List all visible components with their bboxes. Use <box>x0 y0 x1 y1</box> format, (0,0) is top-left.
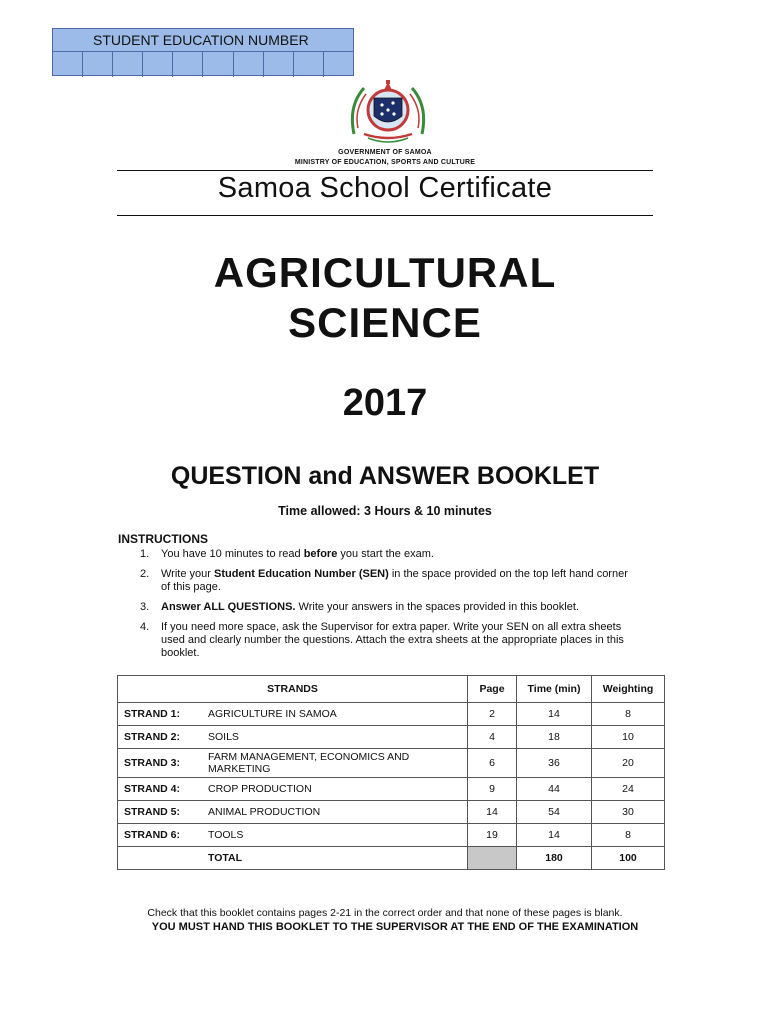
strand-page: 6 <box>468 749 517 778</box>
sen-digit-cell <box>264 52 294 77</box>
sen-digit-cell <box>143 52 173 77</box>
strand-time: 44 <box>517 778 592 801</box>
header-weighting: Weighting <box>592 676 665 703</box>
sen-label: STUDENT EDUCATION NUMBER <box>53 29 353 52</box>
strands-table <box>117 675 665 870</box>
strand-weight: 20 <box>592 749 665 778</box>
instruction-item <box>118 568 638 594</box>
strand-number: STRAND 1: <box>118 703 205 726</box>
instruction-item <box>118 601 638 614</box>
strand-number: STRAND 4: <box>118 778 205 801</box>
instruction-text: Write your answers in the spaces provided in this booklet. <box>295 601 579 613</box>
total-page-cell <box>468 847 517 870</box>
instructions-list <box>118 548 638 667</box>
table-row <box>118 801 665 824</box>
strand-number: STRAND 6: <box>118 824 205 847</box>
header-time: Time (min) <box>517 676 592 703</box>
instruction-item <box>118 548 638 561</box>
table-row <box>118 824 665 847</box>
bottom-rule <box>117 215 653 216</box>
instruction-number: 1. <box>140 548 150 560</box>
instruction-text: Student Education Number (SEN) <box>213 568 389 580</box>
instruction-text: If you need more space, ask the Supervisor for extra paper. Write your SEN on all extra sheets used and clearly number the questions. Attach the extra sheets at the appropriate places in this booklet. <box>161 621 624 659</box>
sen-digit-cell <box>83 52 113 77</box>
strand-page: 14 <box>468 801 517 824</box>
table-row <box>118 778 665 801</box>
strand-rows <box>118 703 665 847</box>
sen-box <box>52 28 354 76</box>
booklet-title: QUESTION and ANSWER BOOKLET <box>170 462 600 490</box>
coat-of-arms-icon <box>344 76 432 148</box>
strand-weight: 24 <box>592 778 665 801</box>
strand-weight: 30 <box>592 801 665 824</box>
sen-digit-cell <box>234 52 264 77</box>
strand-name: TOOLS <box>204 824 468 847</box>
subject-line-1: AGRICULTURAL <box>213 249 557 296</box>
ministry-label: MINISTRY OF EDUCATION, SPORTS AND CULTURE <box>294 159 476 166</box>
strand-number: STRAND 3: <box>118 749 205 778</box>
strand-page: 2 <box>468 703 517 726</box>
instruction-number: 2. <box>140 568 150 580</box>
instructions-heading: INSTRUCTIONS <box>118 532 208 546</box>
strand-time: 14 <box>517 824 592 847</box>
instruction-text: in the space provided on the top left hand corner of this page. <box>161 568 628 593</box>
strand-name: FARM MANAGEMENT, ECONOMICS AND MARKETING <box>204 749 468 778</box>
government-label: GOVERNMENT OF SAMOA <box>338 149 432 156</box>
table-row <box>118 749 665 778</box>
strand-page: 4 <box>468 726 517 749</box>
strand-number: STRAND 5: <box>118 801 205 824</box>
instruction-text: before <box>303 548 338 560</box>
sen-digit-cell <box>113 52 143 77</box>
total-weight: 100 <box>592 847 665 870</box>
sen-digit-cell <box>53 52 83 77</box>
strand-name: SOILS <box>204 726 468 749</box>
strand-number: STRAND 2: <box>118 726 205 749</box>
total-row <box>118 847 665 870</box>
subject-title <box>0 248 770 348</box>
strand-name: AGRICULTURE IN SAMOA <box>204 703 468 726</box>
sen-digit-cell <box>173 52 203 77</box>
sen-digit-cell <box>324 52 353 77</box>
strand-time: 54 <box>517 801 592 824</box>
strand-page: 9 <box>468 778 517 801</box>
sen-cells <box>53 52 353 77</box>
strand-weight: 10 <box>592 726 665 749</box>
table-row <box>118 726 665 749</box>
table-header-row <box>118 676 665 703</box>
instruction-text: Write your <box>161 568 214 580</box>
header-strands: STRANDS <box>118 676 468 703</box>
strand-name: ANIMAL PRODUCTION <box>204 801 468 824</box>
sen-digit-cell <box>203 52 233 77</box>
instruction-item <box>118 621 638 660</box>
total-time: 180 <box>517 847 592 870</box>
instruction-text: You have 10 minutes to read <box>161 548 304 560</box>
certificate-title: Samoa School Certificate <box>217 172 553 204</box>
total-label: TOTAL <box>204 847 468 870</box>
strand-weight: 8 <box>592 824 665 847</box>
subject-line-2: SCIENCE <box>288 299 482 346</box>
total-empty-cell <box>118 847 205 870</box>
hand-in-note: YOU MUST HAND THIS BOOKLET TO THE SUPERVISOR AT THE END OF THE EXAMINATION <box>151 921 639 933</box>
header-page: Page <box>468 676 517 703</box>
strand-time: 14 <box>517 703 592 726</box>
sen-digit-cell <box>294 52 324 77</box>
time-allowed: Time allowed: 3 Hours & 10 minutes <box>278 504 492 518</box>
strand-time: 18 <box>517 726 592 749</box>
strand-weight: 8 <box>592 703 665 726</box>
strand-page: 19 <box>468 824 517 847</box>
instruction-number: 3. <box>140 601 150 613</box>
instruction-number: 4. <box>140 621 150 633</box>
table-row <box>118 703 665 726</box>
instruction-text: Answer ALL QUESTIONS. <box>161 601 296 613</box>
top-rule <box>117 170 653 171</box>
strand-time: 36 <box>517 749 592 778</box>
exam-year: 2017 <box>342 382 428 424</box>
instruction-text: you start the exam. <box>337 548 434 560</box>
strand-name: CROP PRODUCTION <box>204 778 468 801</box>
check-note: Check that this booklet contains pages 2-21 in the correct order and that none of these pages is blank. <box>147 907 623 919</box>
